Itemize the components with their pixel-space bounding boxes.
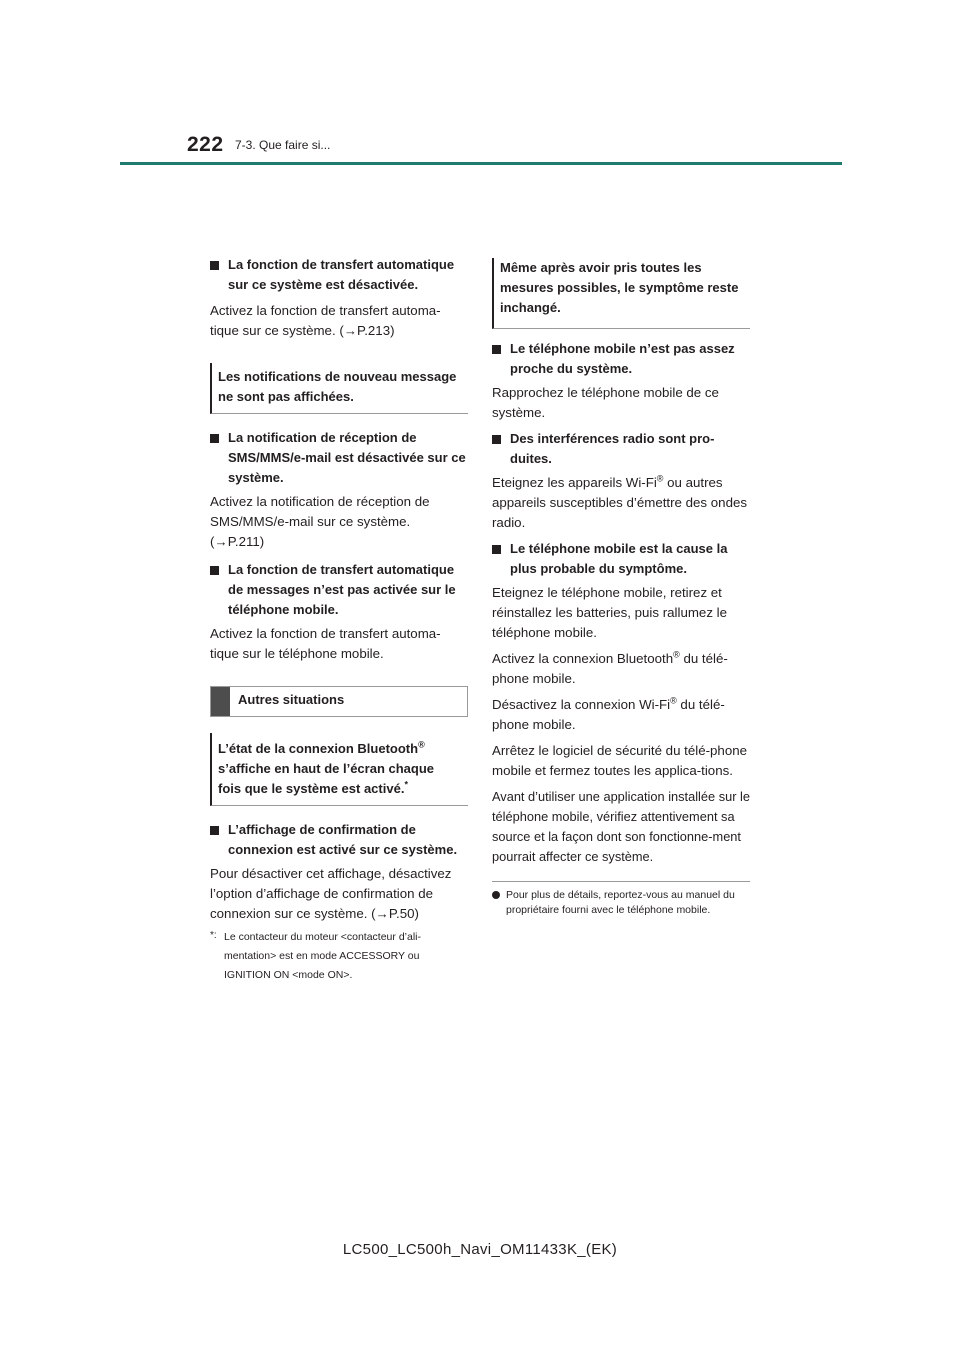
paragraph: Activez la notification de réception de SMS/MMS/e-mail sur ce système. (→P.211): [210, 494, 430, 549]
heading-confirmation: L’affichage de confirmation de connexion est activé sur ce système.: [210, 820, 468, 860]
square-bullet-icon: [492, 435, 501, 444]
paragraph: Arrêtez le logiciel de sécurité du télé-phone mobile et fermez toutes les applica-tions.: [492, 743, 748, 778]
square-bullet-icon: [210, 434, 219, 443]
bar-block: [211, 687, 230, 716]
square-bullet-icon: [492, 545, 501, 554]
note: Pour plus de détails, reportez-vous au manuel du propriétaire fourni avec le téléphone mobile.: [492, 888, 750, 918]
paragraph: Rapprochez le téléphone mobile de ce système.: [492, 385, 719, 420]
heading-transfer-system: La fonction de transfert automatique sur ce système est désactivée.: [210, 255, 468, 295]
header-rule: [120, 162, 842, 165]
paragraph: Eteignez le téléphone mobile, retirez et réinstallez les batteries, puis rallumez le téléphone mobile.: [492, 585, 728, 640]
bullet-dot-icon: [492, 891, 500, 899]
square-bullet-icon: [210, 826, 219, 835]
footnote: *: Le contacteur du moteur <contacteur d’ali-mentation> est en mode ACCESSORY ou IGNITION ON <mode ON>.: [210, 930, 421, 981]
paragraph: Eteignez les appareils Wi-Fi® ou autres appareils susceptibles d’émettre des ondes radio.: [492, 473, 748, 530]
page-number: 222: [187, 133, 224, 156]
paragraph: Pour désactiver cet affichage, désactivez l’option d’affichage de confirmation de connexion sur ce système. (→P.50): [210, 866, 452, 921]
right-column: [492, 258, 750, 918]
situation-box: L’état de la connexion Bluetooth® s’affiche en haut de l’écran chaque fois que le système est activé.*: [210, 733, 468, 806]
paragraph: Activez la fonction de transfert automa-tique sur le téléphone mobile.: [210, 626, 441, 661]
situation-box: Les notifications de nouveau message ne sont pas affichées.: [210, 363, 468, 414]
left-column: [210, 255, 468, 985]
situation-box: Même après avoir pris toutes les mesures possibles, le symptôme reste inchangé.: [492, 258, 750, 329]
heading-phone-cause: Le téléphone mobile est la cause la plus probable du symptôme.: [492, 539, 750, 579]
square-bullet-icon: [492, 345, 501, 354]
section-title: 7-3. Que faire si...: [235, 138, 331, 152]
paragraph: Activez la fonction de transfert automa-tique sur ce système. (→P.213): [210, 303, 441, 338]
square-bullet-icon: [210, 566, 219, 575]
heading-interference: Des interférences radio sont pro-duites.: [492, 429, 750, 469]
footer-model: LC500_LC500h_Navi_OM11433K_(EK): [342, 1241, 618, 1258]
note-rule: [492, 881, 750, 882]
paragraph: Activez la connexion Bluetooth® du télé-phone mobile.: [492, 649, 728, 686]
square-bullet-icon: [210, 261, 219, 270]
section-bar: Autres situations: [210, 686, 468, 717]
paragraph: Avant d’utiliser une application installée sur le téléphone mobile, vérifiez attentivement sa source et la façon dont son fonctionne-ment pourrait affecter ce système.: [492, 789, 750, 864]
heading-transfer-phone: La fonction de transfert automatique de messages n’est pas activée sur le téléphone mobile.: [210, 560, 468, 620]
heading-distance: Le téléphone mobile n’est pas assez proche du système.: [492, 339, 750, 379]
paragraph: Désactivez la connexion Wi-Fi® du télé-phone mobile.: [492, 695, 725, 732]
heading-notification: La notification de réception de SMS/MMS/e-mail est désactivée sur ce système.: [210, 428, 468, 488]
